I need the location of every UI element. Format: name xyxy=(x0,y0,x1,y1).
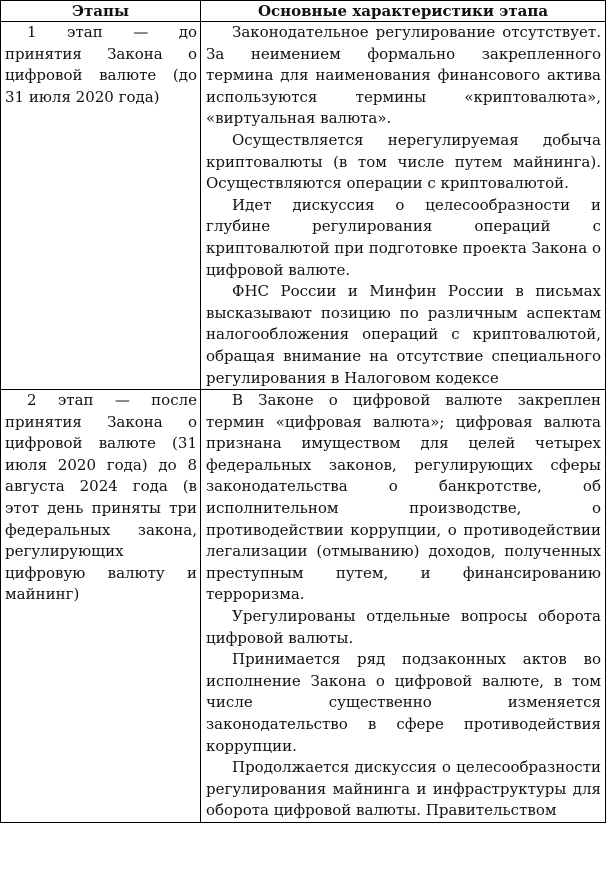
characteristic-paragraph: В Законе о цифровой валюте закреплен термин «цифровая валюта»; цифровая валюта признана имуществом для целей четырех федеральных законов, регулирующих сферы законодательства о банкротстве, об исполнительном производстве, о противодействии коррупции, о противодействии легализации (отмыванию) доходов, полученных преступным путем, и финансированию терроризма. xyxy=(206,391,601,604)
table-row-stage-2 xyxy=(1,390,606,823)
characteristics-cell xyxy=(201,22,606,390)
stage-description: 1 этап — до принятия Закона о цифровой валюте (до 31 июля 2020 года) xyxy=(5,23,197,106)
characteristic-paragraph: Принимается ряд подзаконных актов во исполнение Закона о цифровой валюте, в том числе существенно изменяется законодательство в сфере противодействия коррупции. xyxy=(206,650,601,755)
characteristic-paragraph: ФНС России и Минфин России в письмах высказывают позицию по различным аспектам налогообложения операций с криптовалютой, обращая внимание на отсутствие специального регулирования в Налоговом кодексе xyxy=(206,282,601,387)
header-stages: Этапы xyxy=(1,1,201,22)
characteristic-paragraph: Продолжается дискуссия о целесообразности регулирования майнинга и инфраструктуры для оборота цифровой валюты. Правительством xyxy=(206,758,601,820)
table-header-row xyxy=(1,1,606,22)
characteristics-cell xyxy=(201,390,606,823)
stage-cell xyxy=(1,390,201,823)
characteristic-paragraph: Урегулированы отдельные вопросы оборота цифровой валюты. xyxy=(206,607,601,647)
stage-cell xyxy=(1,22,201,390)
header-characteristics: Основные характеристики этапа xyxy=(201,1,606,22)
characteristic-paragraph: Законодательное регулирование отсутствует. За неимением формально закрепленного термина для наименования финансового актива используются термины «криптовалюта», «виртуальная валюта». xyxy=(206,23,601,128)
stage-description: 2 этап — после принятия Закона о цифровой валюте (31 июля 2020 года) до 8 августа 2024 года (в этот день приняты три федеральных закона, регулирующих цифровую валюту и майнинг) xyxy=(5,391,197,604)
characteristic-paragraph: Осуществляется нерегулируемая добыча криптовалюты (в том числе путем майнинга). Осуществляются операции с криптовалютой. xyxy=(206,130,601,193)
characteristic-paragraph: Идет дискуссия о целесообразности и глубине регулирования операций с криптовалютой при подготовке проекта Закона о цифровой валюте. xyxy=(206,195,602,279)
table-row-stage-1 xyxy=(1,22,606,390)
